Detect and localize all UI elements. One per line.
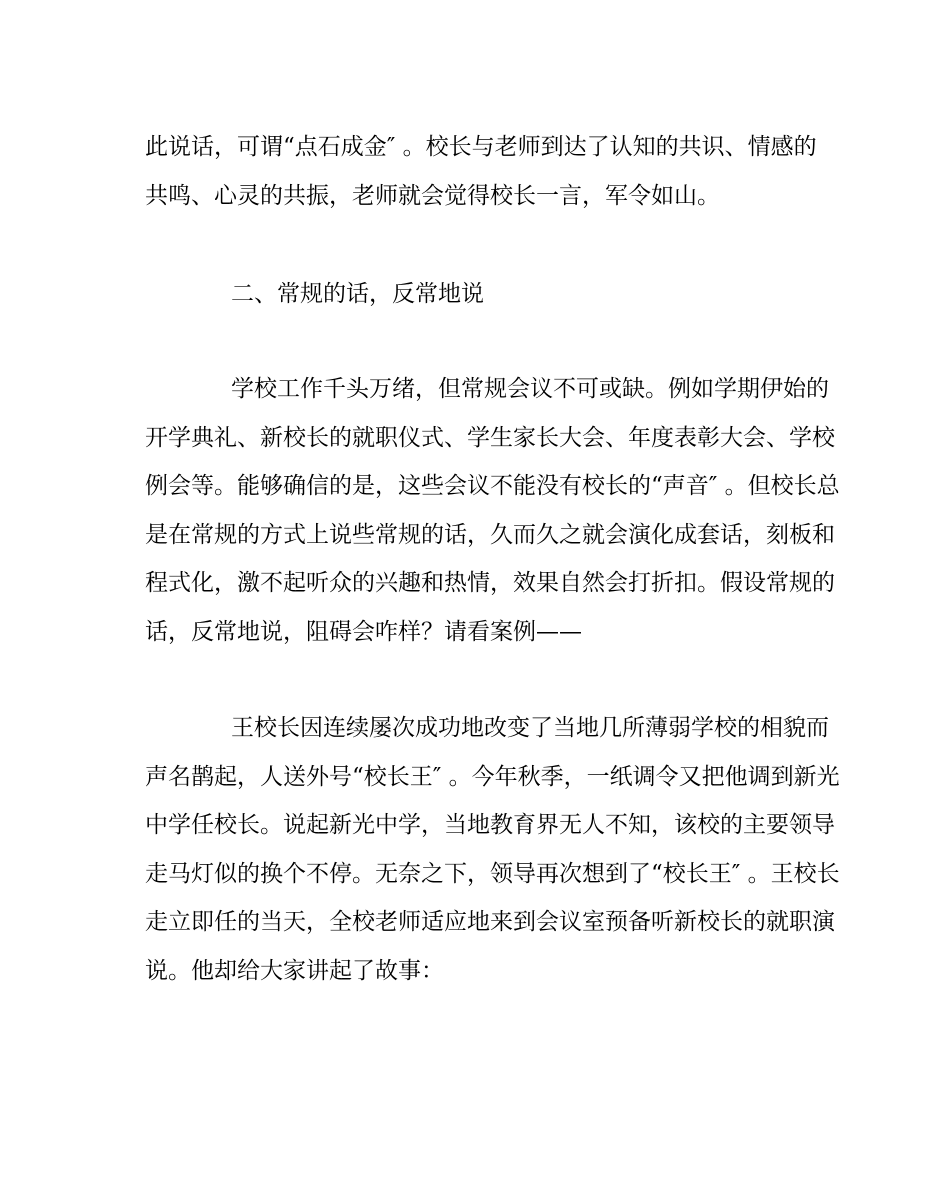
paragraph-1-line-1: 此说话，可谓“点石成金″ 。校长与老师到达了认知的共识、情感的 [145, 134, 817, 160]
paragraph-3-line-4: 走马灯似的换个不停。无奈之下，领导再次想到了“校长王″ 。王校长 [145, 861, 840, 887]
paragraph-1-line-2: 共鸣、心灵的共振，老师就会觉得校长一言，军令如山。 [145, 183, 720, 209]
paragraph-3-line-5: 走立即任的当天，全校老师适应地来到会议室预备听新校长的就职演 [145, 909, 835, 935]
paragraph-2-line-5: 程式化，激不起听众的兴趣和热情，效果自然会打折扣。假设常规的 [145, 570, 835, 596]
section-heading: 二、常规的话，反常地说 [231, 281, 484, 307]
paragraph-2-line-1: 学校工作千头万绪，但常规会议不可或缺。例如学期伊始的 [231, 376, 829, 402]
paragraph-2-line-3: 例会等。能够确信的是，这些会议不能没有校长的“声音″ 。但校长总 [145, 473, 840, 499]
paragraph-3-line-3: 中学任校长。说起新光中学，当地教育界无人不知，该校的主要领导 [145, 812, 835, 838]
paragraph-3-line-1: 王校长因连续屡次成功地改变了当地几所薄弱学校的相貌而 [231, 715, 829, 741]
paragraph-2-line-2: 开学典礼、新校长的就职仪式、学生家长大会、年度表彰大会、学校 [145, 425, 835, 451]
paragraph-3-line-2: 声名鹊起，人送外号“校长王″ 。今年秋季，一纸调令又把他调到新光 [145, 764, 840, 790]
paragraph-3-line-6: 说。他却给大家讲起了故事： [145, 958, 444, 984]
paragraph-2-line-4: 是在常规的方式上说些常规的话，久而久之就会演化成套话，刻板和 [145, 522, 835, 548]
paragraph-2-line-6: 话，反常地说，阻碍会咋样？请看案例—— [145, 619, 582, 645]
